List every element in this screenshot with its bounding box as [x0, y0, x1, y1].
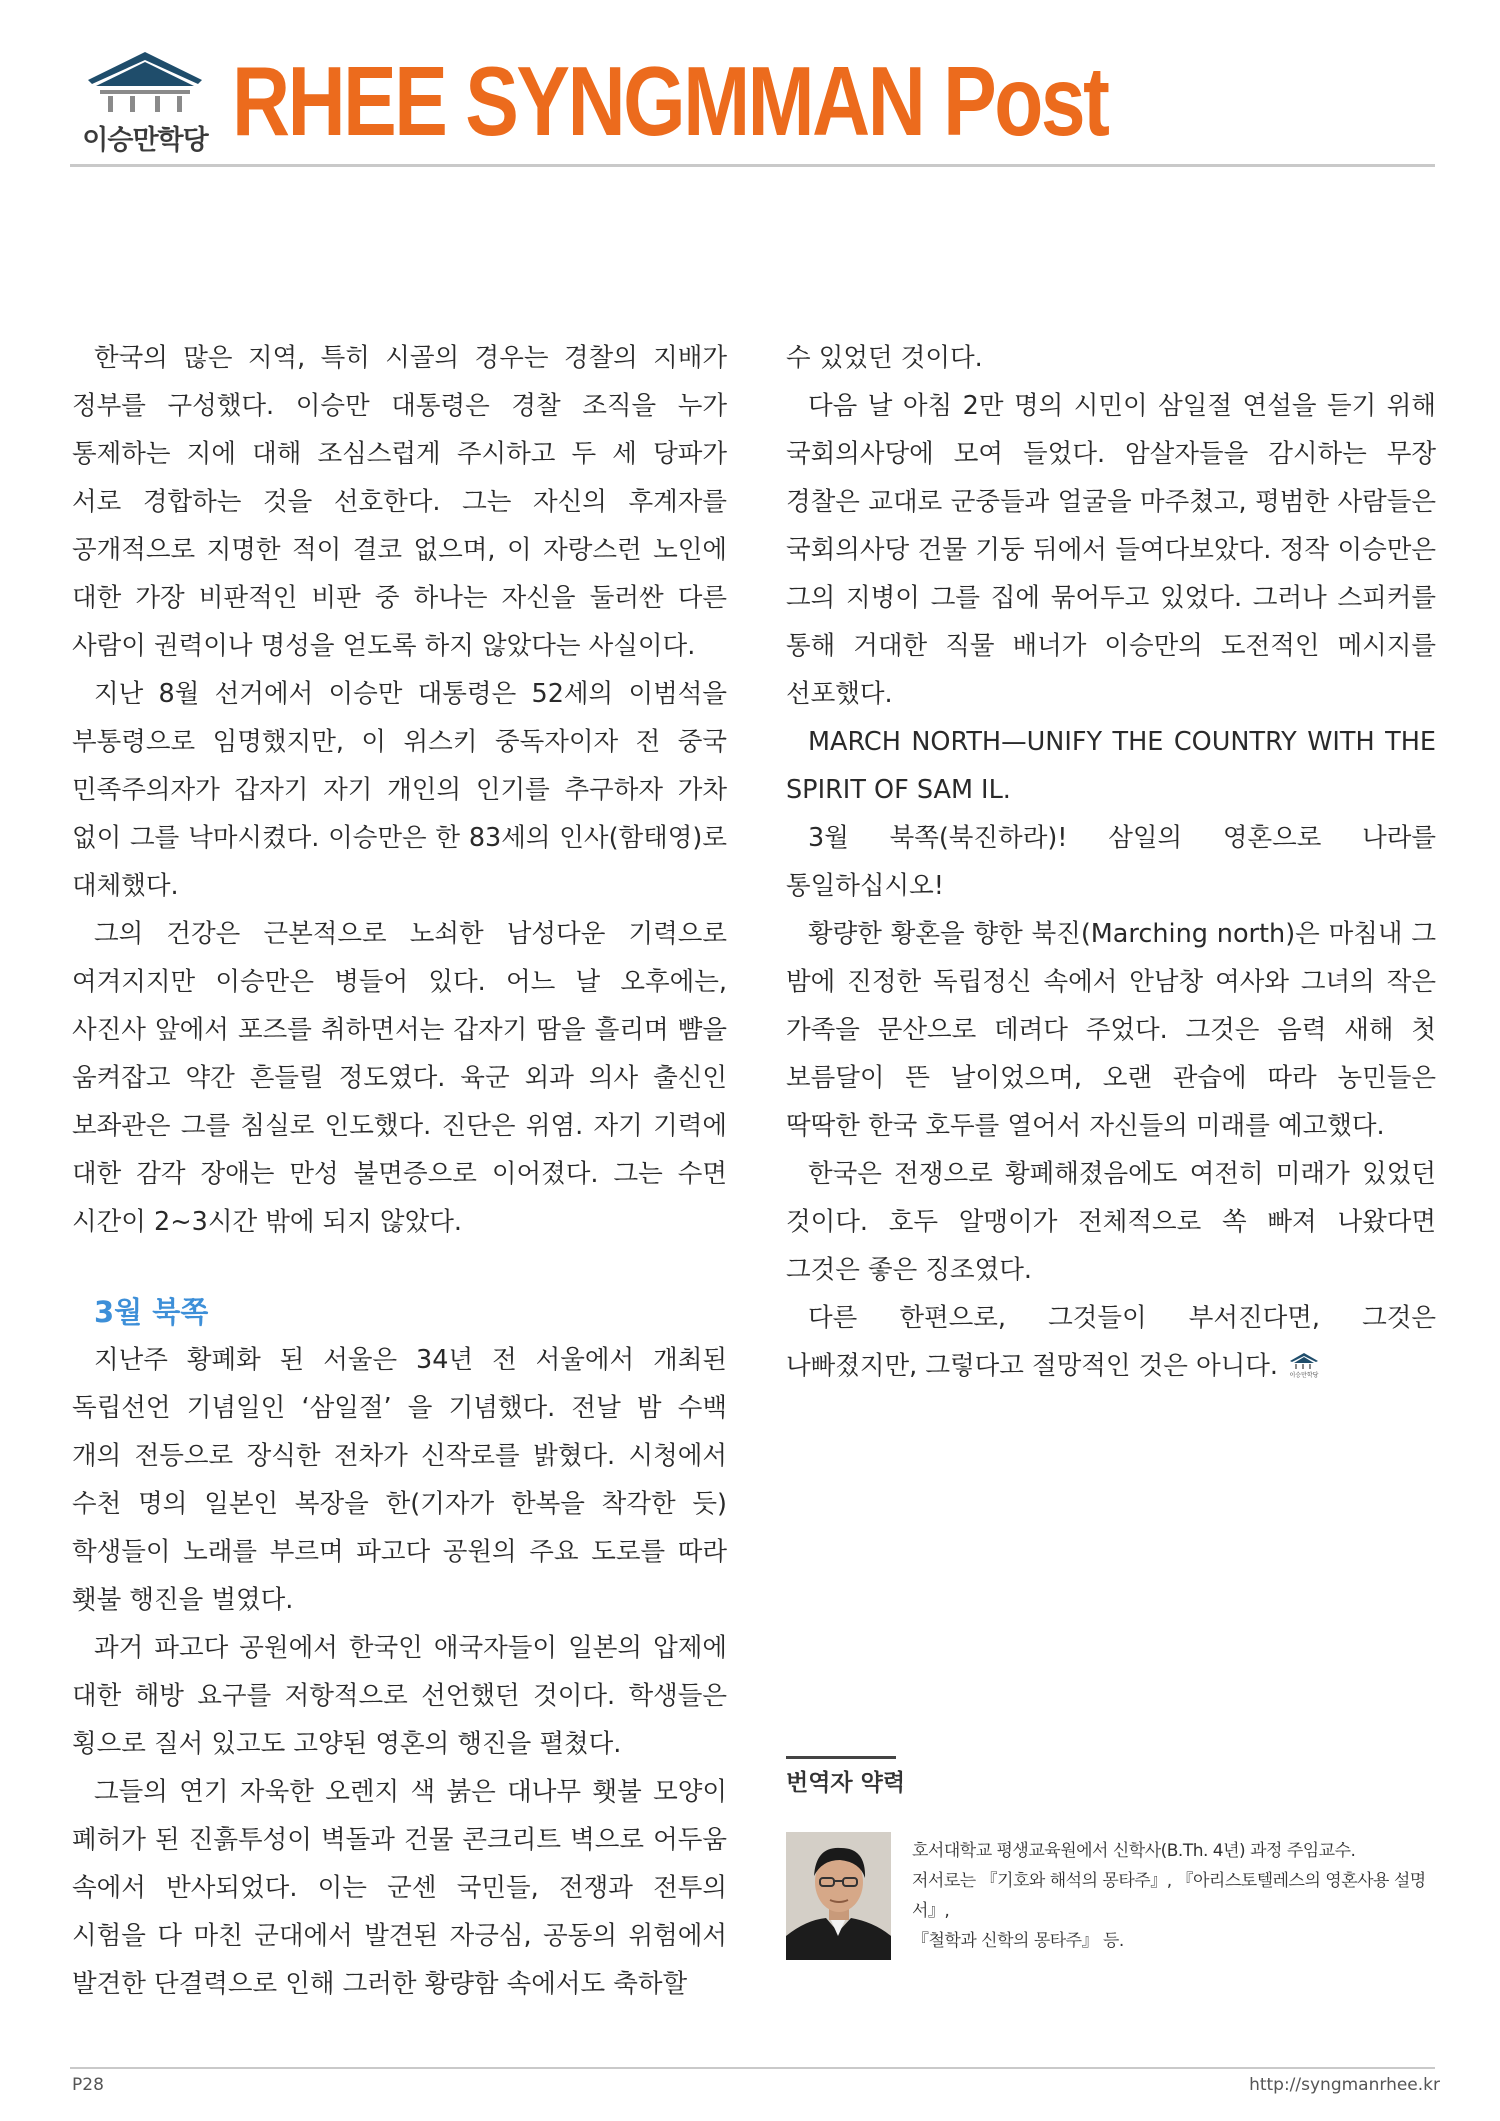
translator-bio — [912, 1836, 1442, 1956]
banner-quote-korean: 3월 북쪽(북진하라)! 삼일의 영혼으로 나라를 통일하십시오! — [786, 823, 1436, 901]
right-column — [786, 334, 1436, 1390]
left-column — [72, 334, 727, 2008]
website-url: http://syngmanrhee.kr — [1249, 2075, 1440, 2095]
paragraph: 지난주 황폐화 된 서울은 34년 전 서울에서 개최된 독립선언 기념일인 ‘삼일절’ 을 기념했다. 전날 밤 수백 개의 전등으로 장식한 전차가 신작로를 밝혔다. 시청에서 수천 명의 일본인 복장을 한(기자가 한복을 착각한 듯) 학생들이 노래를 부르며 파고다 공원의 주요 도로를 따라 횃불 행진을 벌였다. — [72, 1345, 727, 1615]
translator-bio-line: 호서대학교 평생교육원에서 신학사(B.Th. 4년) 과정 주임교수. — [912, 1841, 1356, 1861]
header-divider — [70, 164, 1435, 167]
paragraph: 황량한 황혼을 향한 북진(Marching north)은 마침내 그 밤에 진정한 독립정신 속에서 안남창 여사와 그녀의 작은 가족을 문산으로 데려다 주었다. 그것은 음력 새해 첫 보름달이 뜬 날이었으며, 오랜 관습에 따라 농민들은 딱딱한 한국 호두를 열어서 자신들의 미래를 예고했다. — [786, 919, 1436, 1141]
paragraph: 지난 8월 선거에서 이승만 대통령은 52세의 이범석을 부통령으로 임명했지만, 이 위스키 중독자이자 전 중국 민족주의자가 갑자기 자기 개인의 인기를 추구하자 가차 없이 그를 낙마시켰다. 이승만은 한 83세의 인사(함태영)로 대체했다. — [72, 679, 727, 901]
paragraph-text: 다른 한편으로, 그것들이 부서진다면, 그것은 나빠졌지만, 그렇다고 절망적인 것은 아니다. — [786, 1303, 1436, 1381]
page-number: P28 — [72, 2075, 104, 2095]
translator-divider — [786, 1756, 896, 1759]
translator-bio-line: 『철학과 신학의 몽타주』 등. — [912, 1931, 1124, 1951]
paragraph: 그의 건강은 근본적으로 노쇠한 남성다운 기력으로 여겨지지만 이승만은 병들어 있다. 어느 날 오후에는, 사진사 앞에서 포즈를 취하면서는 갑자기 땀을 흘리며 뺨을 움켜잡고 약간 흔들릴 정도였다. 육군 외과 의사 출신인 보좌관은 그를 침실로 인도했다. 진단은 위염. 자기 기력에 대한 감각 장애는 만성 불면증으로 이어졌다. 그는 수면 시간이 2~3시간 밖에 되지 않았다. — [72, 919, 727, 1237]
paragraph-continuation: 수 있었던 것이다. — [786, 343, 983, 373]
logo — [70, 48, 220, 156]
section-heading: 3월 북쪽 — [94, 1295, 209, 1329]
paragraph: 한국의 많은 지역, 특히 시골의 경우는 경찰의 지배가 정부를 구성했다. 이승만 대통령은 경찰 조직을 누가 통제하는 지에 대해 조심스럽게 주시하고 두 세 당파가 서로 경합하는 것을 선호한다. 그는 자신의 후계자를 공개적으로 지명한 적이 결코 없으며, 이 자랑스런 노인에 대한 가장 비판적인 비판 중 하나는 자신을 둘러싼 다른 사람이 권력이나 명성을 얻도록 하지 않았다는 사실이다. — [72, 343, 727, 661]
paragraph: 그들의 연기 자욱한 오렌지 색 붉은 대나무 횃불 모양이 폐허가 된 진흙투성이 벽돌과 건물 콘크리트 벽으로 어두움 속에서 반사되었다. 이는 군센 국민들, 전쟁과 전투의 시험을 다 마친 군대에서 발견된 자긍심, 공동의 위험에서 발견한 단결력으로 인해 그러한 황량함 속에서도 축하할 — [72, 1777, 727, 1999]
banner-quote-english: MARCH NORTH—UNIFY THE COUNTRY WITH THE SPIRIT OF SAM IL. — [786, 727, 1436, 805]
translator-photo — [786, 1832, 891, 1960]
end-mark-icon — [1284, 1352, 1324, 1378]
person-portrait-icon — [786, 1832, 891, 1960]
paragraph: 한국은 전쟁으로 황폐해졌음에도 여전히 미래가 있었던 것이다. 호두 알맹이가 전체적으로 쏙 빠져 나왔다면 그것은 좋은 징조였다. — [786, 1159, 1436, 1285]
translator-bio-line: 저서로는 『기호와 해석의 몽타주』, 『아리스토텔레스의 영혼사용 설명서』, — [912, 1871, 1426, 1921]
paragraph-final — [786, 1294, 1436, 1390]
paragraph: 과거 파고다 공원에서 한국인 애국자들이 일본의 압제에 대한 해방 요구를 저항적으로 선언했던 것이다. 학생들은 횡으로 질서 있고도 고양된 영혼의 행진을 펼쳤다. — [72, 1633, 727, 1759]
paragraph: 다음 날 아침 2만 명의 시민이 삼일절 연설을 듣기 위해 국회의사당에 모여 들었다. 암살자들을 감시하는 무장 경찰은 교대로 군중들과 얼굴을 마주쳤고, 평범한 사람들은 국회의사당 건물 기둥 뒤에서 들여다보았다. 정작 이승만은 그의 지병이 그를 집에 묶어두고 있었다. 그러나 스피커를 통해 거대한 직물 배너가 이승만의 도전적인 메시지를 선포했다. — [786, 391, 1436, 709]
house-pillars-icon — [70, 48, 220, 118]
logo-text: 이승만학당 — [82, 125, 208, 156]
end-mark-text: 이승만학당 — [1289, 1372, 1319, 1378]
publication-title: RHEE SYNGMMAN Post — [232, 46, 1108, 156]
translator-heading: 번역자 약력 — [786, 1770, 906, 1796]
footer-divider — [70, 2067, 1435, 2069]
page-header — [70, 48, 1435, 166]
